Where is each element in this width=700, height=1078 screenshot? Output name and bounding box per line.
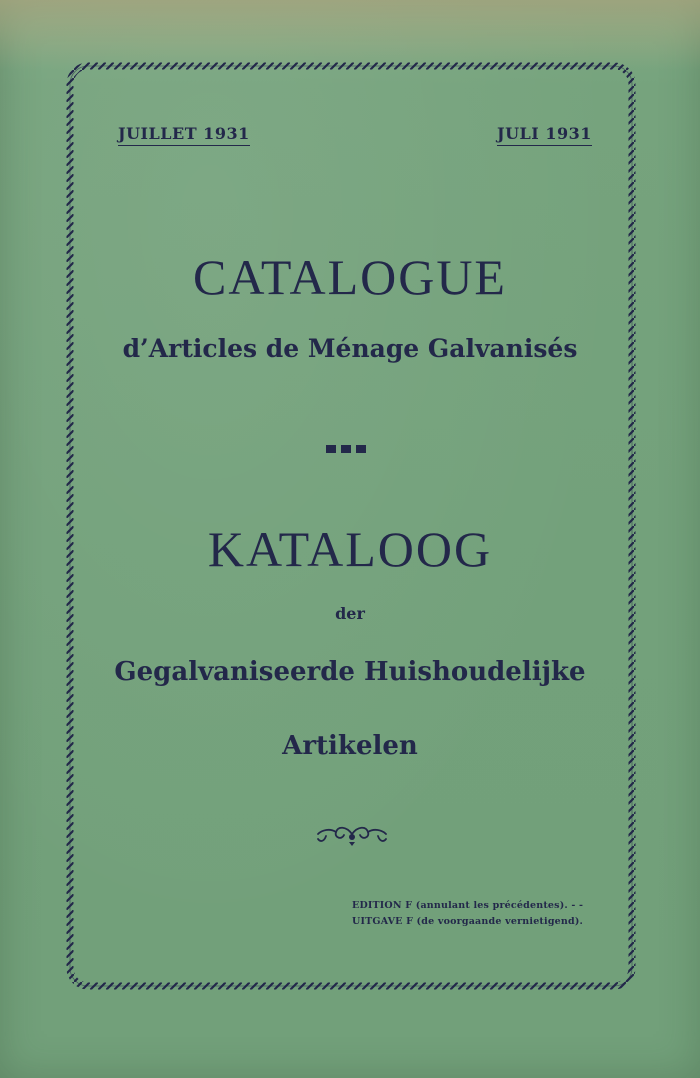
connector-der: der <box>335 604 365 623</box>
subtitle-french: d’Articles de Ménage Galvanisés <box>122 334 578 363</box>
paper-aging <box>0 0 700 70</box>
subtitle-dutch-line2: Artikelen <box>282 731 418 761</box>
floral-ornament-icon <box>312 818 392 848</box>
title-french: CATALOGUE <box>193 249 507 305</box>
date-dutch: JULI 1931 <box>497 124 592 146</box>
separator-squares <box>326 440 376 450</box>
subtitle-dutch-line1: Gegalvaniseerde Huishoudelijke <box>114 657 586 687</box>
title-dutch: KATALOOG <box>207 521 493 577</box>
edition-dutch: UITGAVE F (de voorgaande vernietigend). <box>352 916 584 927</box>
square-mark <box>356 445 366 453</box>
date-french: JUILLET 1931 <box>118 124 250 146</box>
square-mark <box>326 445 336 453</box>
square-mark <box>341 445 351 453</box>
edition-french: EDITION F (annulant les précédentes). - - <box>352 900 584 911</box>
